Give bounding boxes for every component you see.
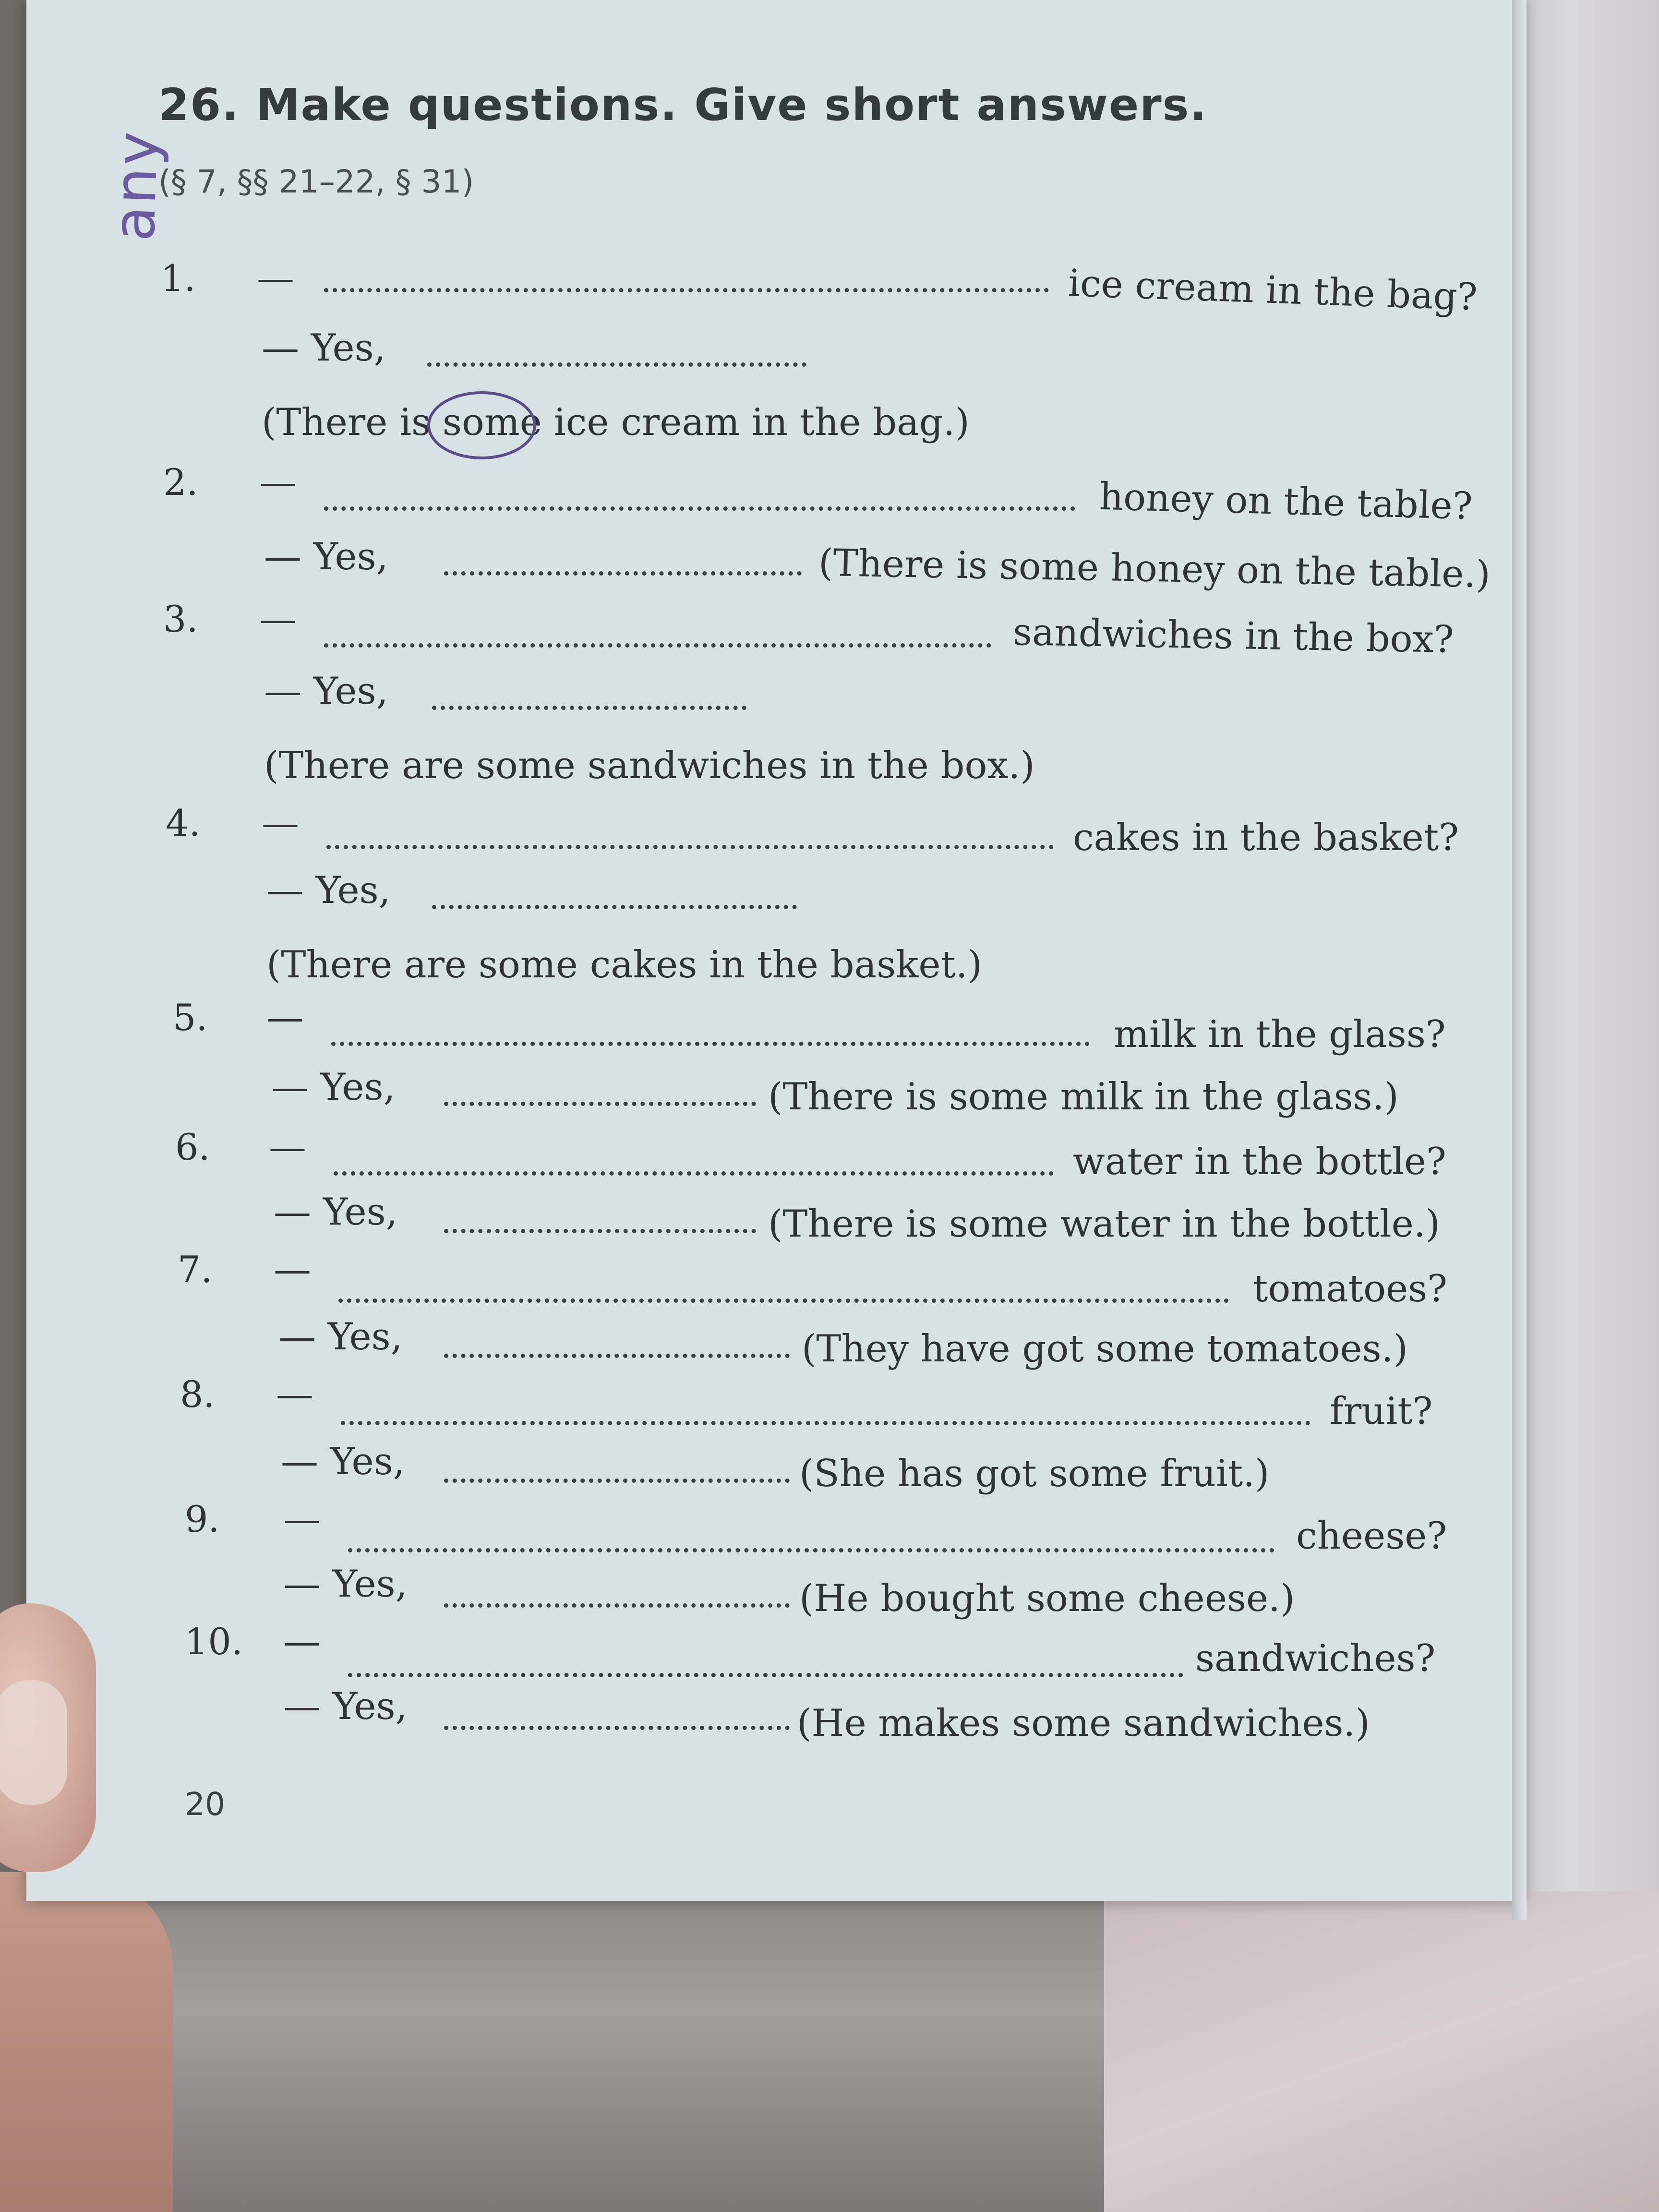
short-answer-yes: — Yes,	[281, 1440, 405, 1483]
item-number: 8.	[180, 1373, 215, 1416]
item-number: 5.	[173, 996, 208, 1039]
hint-sentence: (There is some ice cream in the bag.)	[262, 401, 970, 444]
background-right	[1512, 0, 1659, 2212]
short-answer-blank[interactable]	[432, 905, 797, 909]
question-dash: —	[266, 996, 304, 1039]
pen-circle-mark	[427, 391, 536, 459]
question-ending: cheese?	[1296, 1515, 1447, 1558]
short-answer-blank[interactable]	[444, 1102, 756, 1106]
hint-sentence: (There is some water in the bottle.)	[768, 1202, 1441, 1246]
question-ending: honey on the table?	[1098, 475, 1473, 529]
question-dash: —	[276, 1373, 313, 1416]
question-dash: —	[262, 802, 299, 845]
thumbnail-highlight	[0, 1680, 67, 1805]
question-ending: ice cream in the bag?	[1067, 262, 1478, 319]
short-answer-yes: — Yes,	[264, 535, 388, 578]
answer-blank[interactable]	[348, 1673, 1183, 1677]
short-answer-yes: — Yes,	[264, 670, 388, 713]
answer-blank[interactable]	[324, 288, 1049, 292]
short-answer-blank[interactable]	[444, 1229, 756, 1233]
question-dash: —	[259, 461, 297, 504]
hint-sentence: (There is some milk in the glass.)	[768, 1075, 1399, 1118]
hint-sentence: (She has got some fruit.)	[799, 1452, 1270, 1495]
item-number: 3.	[163, 598, 198, 640]
short-answer-yes: — Yes,	[274, 1190, 398, 1234]
item-number: 2.	[163, 461, 198, 504]
question-ending: tomatoes?	[1253, 1267, 1448, 1310]
question-ending: sandwiches?	[1195, 1637, 1436, 1680]
short-answer-blank[interactable]	[432, 706, 746, 710]
answer-blank[interactable]	[348, 1548, 1274, 1552]
hint-sentence: (There are some cakes in the basket.)	[266, 943, 983, 986]
page-number: 20	[185, 1786, 225, 1823]
question-dash: —	[269, 1126, 306, 1169]
short-answer-blank[interactable]	[444, 1354, 790, 1358]
short-answer-yes: — Yes,	[266, 869, 391, 912]
question-dash: —	[274, 1248, 311, 1291]
short-answer-yes: — Yes,	[283, 1563, 408, 1606]
question-dash: —	[259, 598, 297, 641]
grammar-reference: (§ 7, §§ 21–22, § 31)	[158, 163, 474, 200]
answer-blank[interactable]	[326, 845, 1054, 849]
item-number: 4.	[166, 802, 201, 844]
item-number: 1.	[161, 257, 196, 300]
hint-sentence: (He makes some sandwiches.)	[797, 1702, 1370, 1745]
short-answer-yes: — Yes,	[283, 1685, 408, 1728]
short-answer-yes: — Yes,	[278, 1315, 403, 1358]
exercise-title: 26. Make questions. Give short answers.	[158, 79, 1208, 131]
question-ending: water in the bottle?	[1073, 1140, 1446, 1183]
page-spine	[1512, 0, 1527, 1920]
short-answer-yes: — Yes,	[271, 1066, 396, 1109]
answer-blank[interactable]	[334, 1171, 1054, 1176]
item-number: 10.	[185, 1620, 243, 1663]
answer-blank[interactable]	[324, 506, 1075, 511]
background-fabric	[1104, 1891, 1659, 2212]
hand-image	[0, 1872, 173, 2212]
short-answer-blank[interactable]	[427, 362, 806, 367]
hint-sentence: (There is some honey on the table.)	[818, 541, 1491, 597]
short-answer-yes: — Yes,	[262, 326, 386, 370]
short-answer-blank[interactable]	[444, 571, 802, 576]
question-ending: fruit?	[1330, 1390, 1433, 1433]
question-ending: sandwiches in the box?	[1012, 610, 1455, 662]
question-dash: —	[283, 1620, 321, 1663]
hint-sentence: (He bought some cheese.)	[799, 1577, 1295, 1620]
short-answer-blank[interactable]	[444, 1726, 790, 1730]
answer-blank[interactable]	[341, 1421, 1310, 1425]
short-answer-blank[interactable]	[444, 1603, 790, 1608]
item-number: 6.	[175, 1126, 210, 1168]
answer-blank[interactable]	[338, 1298, 1229, 1303]
question-dash: —	[283, 1498, 321, 1541]
question-ending: cakes in the basket?	[1073, 816, 1459, 859]
item-number: 7.	[178, 1248, 213, 1291]
question-ending: milk in the glass?	[1114, 1013, 1446, 1056]
hint-sentence: (There are some sandwiches in the box.)	[264, 744, 1035, 787]
answer-blank[interactable]	[324, 643, 991, 648]
short-answer-blank[interactable]	[444, 1479, 790, 1483]
handwritten-note: any	[101, 128, 172, 242]
item-number: 9.	[185, 1498, 220, 1540]
question-dash: —	[257, 257, 294, 300]
answer-blank[interactable]	[331, 1042, 1090, 1046]
hint-sentence: (They have got some tomatoes.)	[802, 1327, 1408, 1370]
